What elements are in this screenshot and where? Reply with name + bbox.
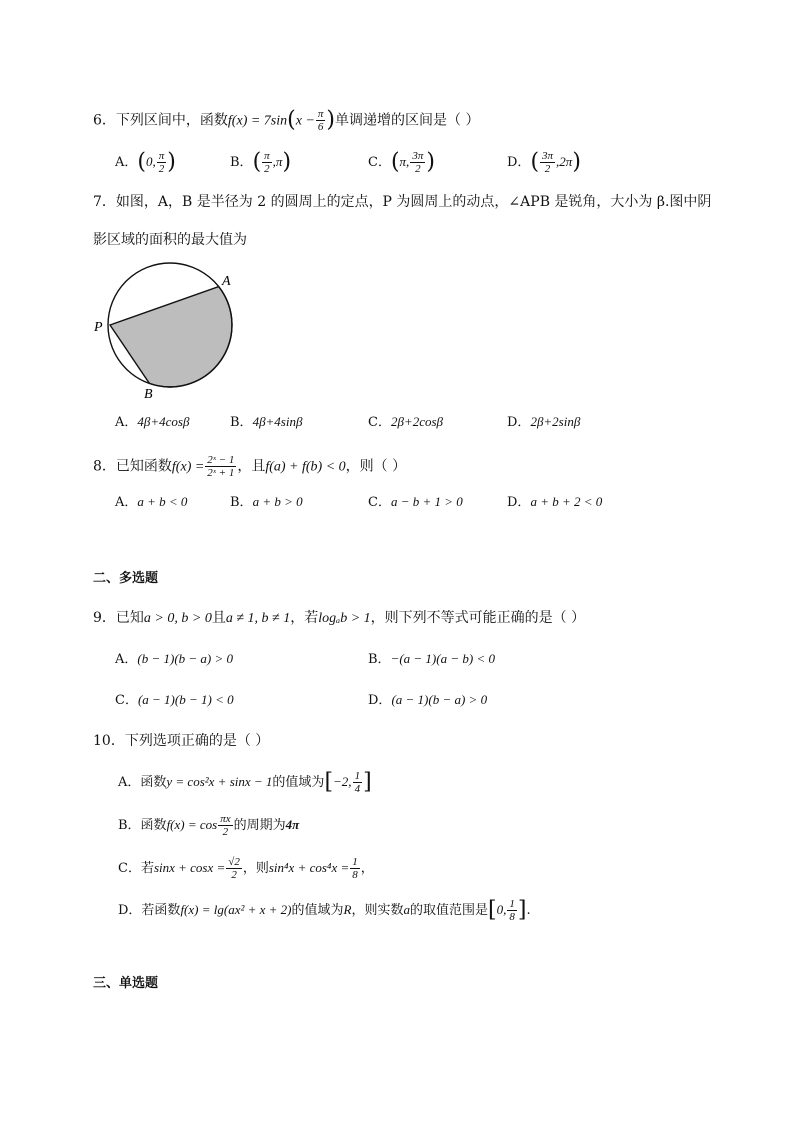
option-mid: ，则实数 (351, 903, 404, 918)
q9-option-b[interactable] (368, 650, 495, 669)
option-label: A． (115, 415, 138, 430)
q6-stem: 6．下列区间中，函数f(x) = 7sin(x − $\frac{\pi}{6}$ )单调递增的区间是（ ） (93, 107, 480, 133)
frac-num: 1 (352, 856, 358, 868)
option-math: 0, (496, 902, 507, 917)
option-expr: sin⁴x + cos⁴x = (268, 860, 350, 875)
q9-stem-mid2: ，若 (290, 610, 319, 626)
option-label: A． (115, 652, 138, 667)
option-label: A． (115, 495, 138, 510)
option-value: 4π (285, 817, 300, 832)
option-label: B． (368, 652, 391, 667)
frac-num: π (264, 150, 270, 162)
label-p: P (94, 320, 103, 335)
q8-stem (93, 454, 406, 479)
option-label: A．函数 (118, 775, 167, 790)
q7-stem-line1: 7．如图，A，B 是半径为 2 的圆周上的定点，P 为圆周上的动点，∠APB 是锐角，大小为 β.图中阴 (93, 194, 712, 210)
frac-den: 2 (231, 869, 237, 881)
option-text: a + b + 2 < 0 (530, 494, 603, 509)
option-mid: 的周期为 (233, 818, 286, 833)
option-text: 4β+4cosβ (137, 414, 190, 429)
option-math: R (343, 902, 352, 917)
option-text: (a − 1)(b − a) > 0 (391, 692, 488, 707)
option-text: (b − 1)(b − a) > 0 (137, 651, 234, 666)
frac-den: 4 (354, 783, 361, 795)
q7-option-b[interactable] (230, 413, 302, 432)
frac-den: 8 (352, 869, 358, 881)
q6-stem-suffix: 单调递增的区间是（ ） (335, 112, 480, 129)
q8-option-a[interactable] (115, 493, 187, 512)
option-mid: 的值域为 (291, 903, 344, 918)
option-label: B． (230, 415, 253, 430)
option-label: D． (368, 693, 392, 708)
q8-stem-suffix: ，则（ ） (345, 458, 407, 475)
option-label: A． (115, 155, 138, 170)
q6-option-c[interactable]: C．(π, $\frac{3\pi}{2}$ ) (368, 149, 435, 175)
q9-stem-suffix: ，则下列不等式可能正确的是（ ） (370, 610, 586, 626)
option-mid: ，则 (242, 861, 269, 876)
q9-option-d[interactable] (368, 691, 487, 710)
q6-option-a[interactable]: A．(0, $\frac{\pi}{2}$ ) (115, 149, 176, 175)
option-label: D． (507, 155, 531, 170)
option-label: D． (507, 495, 531, 510)
q6-stem-prefix: 6．下列区间中，函数 (93, 112, 228, 129)
q8-func: f(x) = (171, 459, 205, 475)
option-tail: . (526, 903, 531, 918)
label-b: B (144, 387, 153, 398)
option-expr: sinx + cosx = (153, 860, 226, 875)
q9-cond2: a ≠ 1, b ≠ 1 (225, 611, 291, 626)
option-label: D． (507, 415, 531, 430)
q9-cond1: a > 0, b > 0 (143, 611, 212, 626)
option-expr: y = cos²x + sinx − 1 (166, 774, 273, 789)
frac-den: 2 (158, 163, 165, 175)
option-math: π, (399, 154, 410, 169)
option-label: C． (115, 693, 138, 708)
q10-option-a[interactable]: A．函数y = cos²x + sinx − 1的值域为[−2, $\frac{1}{4}$ ] (118, 769, 372, 795)
q6-option-b[interactable]: B．( $\frac{\pi}{2}$ ,π) (230, 149, 292, 175)
q10-stem: 10．下列选项正确的是（ ） (93, 733, 270, 749)
option-math: 0, (145, 154, 156, 169)
option-label: B． (230, 495, 253, 510)
q6-func: f(x) = 7sin (227, 113, 288, 129)
q10-option-b[interactable] (118, 813, 299, 838)
frac-den: 2 (222, 826, 229, 838)
label-a: A (222, 274, 231, 289)
frac-num: 3π (542, 150, 554, 162)
option-math: a (403, 902, 410, 917)
q6-arg: x − (295, 113, 315, 129)
q7-option-a[interactable] (115, 413, 189, 432)
option-text: −(a − 1)(a − b) < 0 (390, 651, 495, 666)
q10-option-c[interactable] (118, 856, 374, 881)
option-text: a − b + 1 > 0 (390, 494, 463, 509)
option-text: a + b > 0 (252, 494, 303, 509)
q8-option-d[interactable] (507, 493, 602, 512)
section-heading-multi: 二、多选题 (93, 571, 159, 586)
option-mid: 的值域为 (272, 775, 325, 790)
q8-stem-mid: ，且 (237, 458, 266, 475)
option-label: C． (368, 495, 391, 510)
q9-stem-prefix: 9．已知 (93, 610, 144, 626)
option-math: ,π (272, 154, 283, 169)
frac-den: 2 (544, 163, 551, 175)
option-text: 2β+2sinβ (530, 414, 581, 429)
option-label: B．函数 (118, 818, 167, 833)
q9-stem-mid1: 且 (211, 610, 226, 626)
option-math: ,2π (556, 154, 573, 169)
q9-option-c[interactable] (115, 691, 234, 710)
q8-stem-prefix: 8．已知函数 (93, 458, 172, 475)
frac-num: 1 (354, 770, 361, 782)
shaded-region (110, 287, 232, 387)
option-text: 2β+2cosβ (390, 414, 444, 429)
q9-stem (93, 609, 585, 628)
option-expr: f(x) = cos (166, 817, 218, 832)
q8-frac-num: 2ˣ − 1 (207, 454, 235, 466)
option-label: D．若函数 (118, 903, 181, 918)
option-text: a + b < 0 (137, 494, 188, 509)
q6-frac-num: π (317, 108, 324, 120)
q7-stem-line2: 影区域的面积的最大值为 (93, 232, 247, 248)
section-heading-single: 三、单选题 (93, 976, 159, 991)
frac-num: 1 (509, 898, 515, 910)
q7-option-c[interactable] (368, 413, 443, 432)
q8-option-c[interactable] (368, 493, 463, 512)
q9-option-a[interactable] (115, 650, 233, 669)
frac-num: √2 (228, 856, 240, 868)
option-math: −2, (333, 774, 352, 789)
q8-option-b[interactable] (230, 493, 303, 512)
frac-num: π (158, 150, 165, 162)
q9-cond3: logₐb > 1 (318, 611, 371, 626)
option-text: 4β+4sinβ (252, 414, 303, 429)
option-mid: 的取值范围是 (410, 903, 489, 918)
frac-num: 3π (412, 150, 424, 162)
q6-frac-den: 6 (317, 121, 324, 133)
frac-den: 8 (509, 911, 515, 923)
q7-option-d[interactable] (507, 413, 580, 432)
option-label: C． (368, 415, 391, 430)
q10-option-d[interactable]: D．若函数f(x) = lg(ax² + x + 2)的值域为R，则实数a的取值范围是[0, $\frac{1}{8}$ ]. (118, 897, 531, 923)
option-text: (a − 1)(b − 1) < 0 (137, 692, 234, 707)
q7-circle-figure (92, 258, 242, 398)
option-label: C．若 (118, 861, 154, 876)
frac-den: 2 (415, 163, 421, 175)
q8-condition: f(a) + f(b) < 0 (265, 459, 346, 475)
option-label: B． (230, 155, 253, 170)
option-tail: ， (360, 861, 374, 876)
frac-num: πx (220, 813, 231, 825)
frac-den: 2 (264, 163, 270, 175)
q6-option-d[interactable]: D．( $\frac{3\pi}{2}$ ,2π) (507, 149, 581, 175)
option-label: C． (368, 155, 391, 170)
q8-frac-den: 2ˣ + 1 (207, 467, 235, 479)
option-expr: f(x) = lg(ax² + x + 2) (180, 902, 292, 917)
